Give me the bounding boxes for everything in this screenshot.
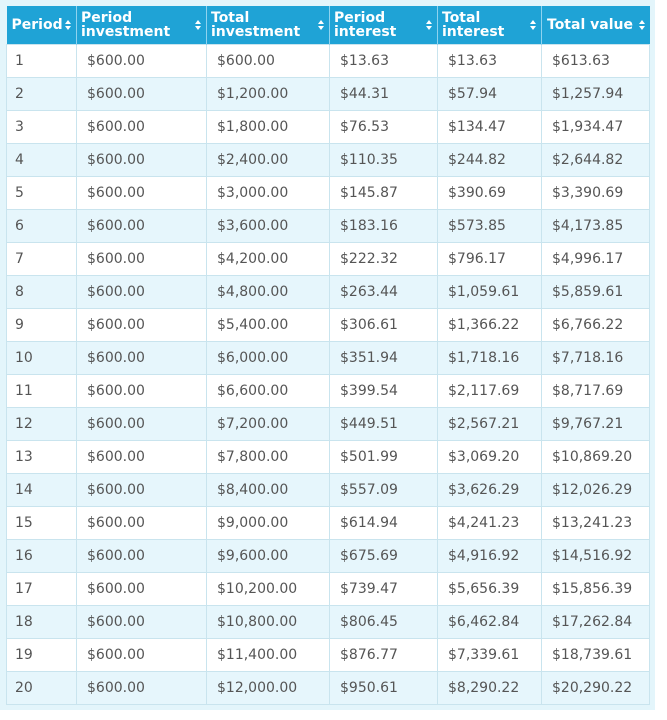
- period-interest-cell: $110.35: [330, 143, 438, 176]
- total-interest-cell: $1,718.16: [438, 341, 542, 374]
- total-interest-cell: $796.17: [438, 242, 542, 275]
- total-interest-cell: $244.82: [438, 143, 542, 176]
- table-row: [7, 77, 650, 110]
- period-cell: 5: [7, 176, 77, 209]
- header-row: [7, 6, 650, 44]
- table-row: [7, 143, 650, 176]
- period-investment-cell: $600.00: [77, 110, 207, 143]
- period-investment-cell: $600.00: [77, 506, 207, 539]
- period-interest-cell: $263.44: [330, 275, 438, 308]
- total-value-cell: $5,859.61: [542, 275, 650, 308]
- column-header-label: Period investment: [81, 9, 171, 40]
- total-investment-cell: $600.00: [207, 44, 330, 77]
- sort-arrows-icon[interactable]: [195, 20, 201, 30]
- total-investment-cell: $10,200.00: [207, 572, 330, 605]
- period-cell: 14: [7, 473, 77, 506]
- column-header-period-investment[interactable]: [77, 6, 207, 44]
- period-investment-cell: $600.00: [77, 275, 207, 308]
- total-investment-cell: $11,400.00: [207, 638, 330, 671]
- period-interest-cell: $876.77: [330, 638, 438, 671]
- period-interest-cell: $614.94: [330, 506, 438, 539]
- period-interest-cell: $306.61: [330, 308, 438, 341]
- period-cell: 11: [7, 374, 77, 407]
- total-interest-cell: $3,626.29: [438, 473, 542, 506]
- period-cell: 4: [7, 143, 77, 176]
- period-interest-cell: $557.09: [330, 473, 438, 506]
- column-header-label: Total interest: [442, 9, 505, 40]
- period-interest-cell: $399.54: [330, 374, 438, 407]
- table-row: [7, 638, 650, 671]
- total-investment-cell: $7,200.00: [207, 407, 330, 440]
- period-investment-cell: $600.00: [77, 143, 207, 176]
- total-value-cell: $9,767.21: [542, 407, 650, 440]
- period-interest-cell: $806.45: [330, 605, 438, 638]
- total-investment-cell: $2,400.00: [207, 143, 330, 176]
- total-investment-cell: $3,600.00: [207, 209, 330, 242]
- total-value-cell: $2,644.82: [542, 143, 650, 176]
- total-interest-cell: $5,656.39: [438, 572, 542, 605]
- table-row: [7, 572, 650, 605]
- total-investment-cell: $9,000.00: [207, 506, 330, 539]
- table-row: [7, 110, 650, 143]
- table-row: [7, 506, 650, 539]
- total-investment-cell: $10,800.00: [207, 605, 330, 638]
- total-value-cell: $20,290.22: [542, 671, 650, 704]
- period-investment-cell: $600.00: [77, 671, 207, 704]
- period-cell: 9: [7, 308, 77, 341]
- total-investment-cell: $7,800.00: [207, 440, 330, 473]
- period-investment-cell: $600.00: [77, 242, 207, 275]
- period-cell: 10: [7, 341, 77, 374]
- table-body: [7, 44, 650, 704]
- total-value-cell: $17,262.84: [542, 605, 650, 638]
- period-interest-cell: $449.51: [330, 407, 438, 440]
- total-interest-cell: $4,241.23: [438, 506, 542, 539]
- total-value-cell: $1,934.47: [542, 110, 650, 143]
- total-value-cell: $14,516.92: [542, 539, 650, 572]
- sort-arrows-icon[interactable]: [65, 20, 71, 30]
- total-value-cell: $613.63: [542, 44, 650, 77]
- column-header-label: Total investment: [211, 9, 301, 40]
- period-interest-cell: $222.32: [330, 242, 438, 275]
- column-header-total-investment[interactable]: [207, 6, 330, 44]
- period-interest-cell: $145.87: [330, 176, 438, 209]
- total-interest-cell: $2,567.21: [438, 407, 542, 440]
- total-interest-cell: $1,366.22: [438, 308, 542, 341]
- table-row: [7, 539, 650, 572]
- total-value-cell: $4,996.17: [542, 242, 650, 275]
- total-interest-cell: $573.85: [438, 209, 542, 242]
- period-investment-cell: $600.00: [77, 374, 207, 407]
- sort-arrows-icon[interactable]: [318, 20, 324, 30]
- period-cell: 19: [7, 638, 77, 671]
- total-interest-cell: $7,339.61: [438, 638, 542, 671]
- period-investment-cell: $600.00: [77, 605, 207, 638]
- table-row: [7, 473, 650, 506]
- period-investment-cell: $600.00: [77, 77, 207, 110]
- table-row: [7, 341, 650, 374]
- period-investment-cell: $600.00: [77, 572, 207, 605]
- period-investment-cell: $600.00: [77, 407, 207, 440]
- total-interest-cell: $13.63: [438, 44, 542, 77]
- column-header-label: Period: [11, 16, 63, 33]
- total-interest-cell: $4,916.92: [438, 539, 542, 572]
- period-interest-cell: $351.94: [330, 341, 438, 374]
- period-interest-cell: $44.31: [330, 77, 438, 110]
- period-investment-cell: $600.00: [77, 308, 207, 341]
- table-row: [7, 605, 650, 638]
- total-interest-cell: $1,059.61: [438, 275, 542, 308]
- table-row: [7, 671, 650, 704]
- period-cell: 17: [7, 572, 77, 605]
- total-investment-cell: $6,600.00: [207, 374, 330, 407]
- total-interest-cell: $390.69: [438, 176, 542, 209]
- period-interest-cell: $950.61: [330, 671, 438, 704]
- total-investment-cell: $3,000.00: [207, 176, 330, 209]
- column-header-label: Total value: [547, 16, 633, 33]
- period-cell: 15: [7, 506, 77, 539]
- sort-arrows-icon[interactable]: [639, 20, 645, 30]
- period-investment-cell: $600.00: [77, 473, 207, 506]
- period-cell: 3: [7, 110, 77, 143]
- period-cell: 16: [7, 539, 77, 572]
- period-interest-cell: $739.47: [330, 572, 438, 605]
- total-value-cell: $13,241.23: [542, 506, 650, 539]
- total-investment-cell: $12,000.00: [207, 671, 330, 704]
- total-value-cell: $4,173.85: [542, 209, 650, 242]
- table-row: [7, 176, 650, 209]
- table-row: [7, 407, 650, 440]
- period-investment-cell: $600.00: [77, 440, 207, 473]
- period-cell: 18: [7, 605, 77, 638]
- period-investment-cell: $600.00: [77, 176, 207, 209]
- period-interest-cell: $675.69: [330, 539, 438, 572]
- total-investment-cell: $1,200.00: [207, 77, 330, 110]
- period-cell: 6: [7, 209, 77, 242]
- period-investment-cell: $600.00: [77, 638, 207, 671]
- column-header-period-interest[interactable]: [330, 6, 438, 44]
- sort-arrows-icon[interactable]: [530, 20, 536, 30]
- total-value-cell: $8,717.69: [542, 374, 650, 407]
- total-investment-cell: $6,000.00: [207, 341, 330, 374]
- total-interest-cell: $134.47: [438, 110, 542, 143]
- total-value-cell: $3,390.69: [542, 176, 650, 209]
- column-header-total-value[interactable]: [542, 6, 650, 44]
- total-interest-cell: $2,117.69: [438, 374, 542, 407]
- total-value-cell: $6,766.22: [542, 308, 650, 341]
- period-cell: 20: [7, 671, 77, 704]
- total-value-cell: $18,739.61: [542, 638, 650, 671]
- total-investment-cell: $5,400.00: [207, 308, 330, 341]
- table-row: [7, 275, 650, 308]
- total-value-cell: $1,257.94: [542, 77, 650, 110]
- period-cell: 8: [7, 275, 77, 308]
- period-interest-cell: $183.16: [330, 209, 438, 242]
- period-cell: 2: [7, 77, 77, 110]
- period-interest-cell: $501.99: [330, 440, 438, 473]
- total-investment-cell: $1,800.00: [207, 110, 330, 143]
- period-cell: 1: [7, 44, 77, 77]
- period-interest-cell: $13.63: [330, 44, 438, 77]
- period-cell: 13: [7, 440, 77, 473]
- column-header-label: Period interest: [334, 9, 397, 40]
- period-investment-cell: $600.00: [77, 209, 207, 242]
- table-row: [7, 242, 650, 275]
- table-row: [7, 209, 650, 242]
- period-interest-cell: $76.53: [330, 110, 438, 143]
- total-value-cell: $15,856.39: [542, 572, 650, 605]
- table-row: [7, 44, 650, 77]
- table-header: [7, 6, 650, 44]
- total-investment-cell: $4,800.00: [207, 275, 330, 308]
- table-row: [7, 440, 650, 473]
- period-cell: 12: [7, 407, 77, 440]
- total-value-cell: $7,718.16: [542, 341, 650, 374]
- period-investment-cell: $600.00: [77, 44, 207, 77]
- total-investment-cell: $9,600.00: [207, 539, 330, 572]
- column-header-period[interactable]: [7, 6, 77, 44]
- table-row: [7, 374, 650, 407]
- total-investment-cell: $4,200.00: [207, 242, 330, 275]
- total-investment-cell: $8,400.00: [207, 473, 330, 506]
- total-interest-cell: $3,069.20: [438, 440, 542, 473]
- total-value-cell: $12,026.29: [542, 473, 650, 506]
- sort-arrows-icon[interactable]: [426, 20, 432, 30]
- total-value-cell: $10,869.20: [542, 440, 650, 473]
- period-investment-cell: $600.00: [77, 341, 207, 374]
- period-investment-cell: $600.00: [77, 539, 207, 572]
- column-header-total-interest[interactable]: [438, 6, 542, 44]
- period-cell: 7: [7, 242, 77, 275]
- table-row: [7, 308, 650, 341]
- investment-schedule-table: [6, 6, 650, 705]
- total-interest-cell: $57.94: [438, 77, 542, 110]
- total-interest-cell: $6,462.84: [438, 605, 542, 638]
- total-interest-cell: $8,290.22: [438, 671, 542, 704]
